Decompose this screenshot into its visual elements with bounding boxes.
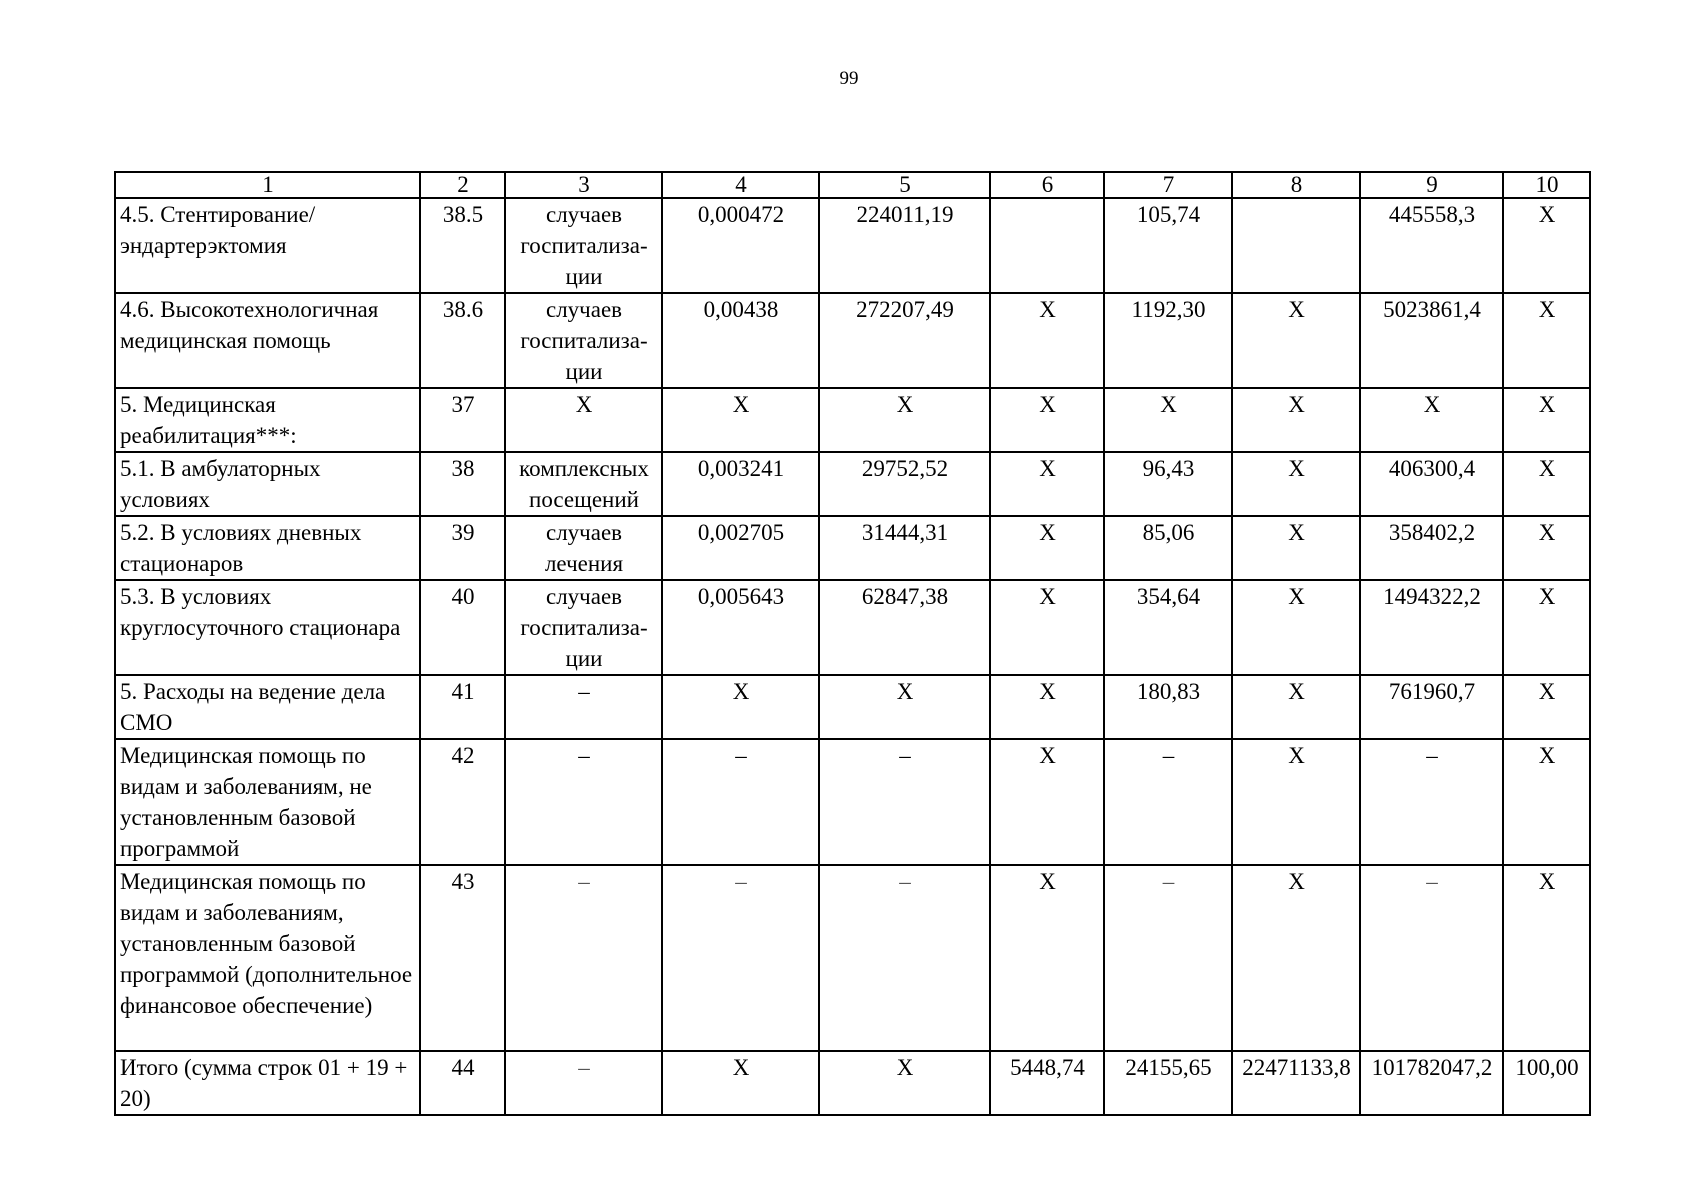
- value-cell: 100,00: [1503, 1051, 1590, 1115]
- value-cell: Х: [1232, 293, 1360, 388]
- value-cell: 5023861,4: [1360, 293, 1503, 388]
- value-cell: 272207,49: [819, 293, 990, 388]
- table-row: [115, 675, 1590, 739]
- value-cell: 1494322,2: [1360, 580, 1503, 675]
- table-row: [115, 198, 1590, 293]
- value-cell: Х: [990, 388, 1104, 452]
- line-number-cell: 42: [420, 739, 505, 865]
- value-cell: 24155,65: [1104, 1051, 1232, 1115]
- unit-cell: комплексных посещений: [505, 452, 662, 516]
- line-number-cell: 38.6: [420, 293, 505, 388]
- column-header: 3: [505, 172, 662, 198]
- column-header: 10: [1503, 172, 1590, 198]
- table-row: [115, 1051, 1590, 1115]
- value-cell: Х: [819, 388, 990, 452]
- line-number-cell: 37: [420, 388, 505, 452]
- value-cell: Х: [662, 1051, 819, 1115]
- row-name-cell: 5. Медицинская реабилитация***:: [115, 388, 420, 452]
- value-cell: Х: [990, 516, 1104, 580]
- value-cell: Х: [1503, 865, 1590, 1051]
- column-header: 8: [1232, 172, 1360, 198]
- unit-cell: случаев госпитализа- ции: [505, 580, 662, 675]
- value-cell: Х: [1503, 739, 1590, 865]
- value-cell: [1232, 198, 1360, 293]
- line-number-cell: 40: [420, 580, 505, 675]
- column-header: 5: [819, 172, 990, 198]
- value-cell: –: [662, 865, 819, 1051]
- value-cell: 1192,30: [1104, 293, 1232, 388]
- value-cell: Х: [1503, 580, 1590, 675]
- value-cell: –: [662, 739, 819, 865]
- value-cell: Х: [990, 675, 1104, 739]
- value-cell: Х: [662, 675, 819, 739]
- value-cell: 105,74: [1104, 198, 1232, 293]
- row-name-cell: 5.3. В условиях круглосуточного стационара: [115, 580, 420, 675]
- value-cell: 406300,4: [1360, 452, 1503, 516]
- row-name-cell: 5.2. В условиях дневных стационаров: [115, 516, 420, 580]
- column-header: 2: [420, 172, 505, 198]
- unit-cell: –: [505, 1051, 662, 1115]
- table-row: [115, 516, 1590, 580]
- column-header: 7: [1104, 172, 1232, 198]
- value-cell: 445558,3: [1360, 198, 1503, 293]
- line-number-cell: 38.5: [420, 198, 505, 293]
- row-name-cell: Медицинская помощь по видам и заболеваниям, не установленным базовой программой: [115, 739, 420, 865]
- column-header: 1: [115, 172, 420, 198]
- value-cell: 354,64: [1104, 580, 1232, 675]
- value-cell: 5448,74: [990, 1051, 1104, 1115]
- value-cell: Х: [662, 388, 819, 452]
- unit-cell: случаев лечения: [505, 516, 662, 580]
- row-name-cell: 4.5. Стентирование/ эндартерэктомия: [115, 198, 420, 293]
- value-cell: Х: [1232, 452, 1360, 516]
- value-cell: [990, 198, 1104, 293]
- value-cell: Х: [1503, 675, 1590, 739]
- value-cell: Х: [990, 865, 1104, 1051]
- value-cell: Х: [1503, 452, 1590, 516]
- unit-cell: –: [505, 739, 662, 865]
- value-cell: 29752,52: [819, 452, 990, 516]
- value-cell: Х: [819, 1051, 990, 1115]
- column-header: 6: [990, 172, 1104, 198]
- unit-cell: случаев госпитализа- ции: [505, 293, 662, 388]
- unit-cell: –: [505, 865, 662, 1051]
- value-cell: Х: [819, 675, 990, 739]
- value-cell: 31444,31: [819, 516, 990, 580]
- row-name-cell: 5.1. В амбулаторных условиях: [115, 452, 420, 516]
- line-number-cell: 38: [420, 452, 505, 516]
- value-cell: 0,002705: [662, 516, 819, 580]
- financing-table: [114, 171, 1591, 1116]
- row-name-cell: Медицинская помощь по видам и заболеваниям, установленным базовой программой (дополнительное финансовое обеспечение): [115, 865, 420, 1051]
- value-cell: 0,00438: [662, 293, 819, 388]
- value-cell: 0,003241: [662, 452, 819, 516]
- table-row: [115, 293, 1590, 388]
- value-cell: –: [1360, 739, 1503, 865]
- value-cell: –: [1360, 865, 1503, 1051]
- value-cell: Х: [1503, 516, 1590, 580]
- value-cell: Х: [990, 293, 1104, 388]
- column-number-row: [115, 172, 1590, 198]
- unit-cell: –: [505, 675, 662, 739]
- row-name-cell: 5. Расходы на ведение дела СМО: [115, 675, 420, 739]
- value-cell: Х: [1503, 198, 1590, 293]
- value-cell: 62847,38: [819, 580, 990, 675]
- table-row: [115, 739, 1590, 865]
- line-number-cell: 44: [420, 1051, 505, 1115]
- value-cell: Х: [1232, 516, 1360, 580]
- line-number-cell: 41: [420, 675, 505, 739]
- value-cell: –: [819, 865, 990, 1051]
- line-number-cell: 43: [420, 865, 505, 1051]
- value-cell: 180,83: [1104, 675, 1232, 739]
- value-cell: Х: [990, 739, 1104, 865]
- value-cell: 0,005643: [662, 580, 819, 675]
- line-number-cell: 39: [420, 516, 505, 580]
- page-number: 99: [839, 68, 859, 89]
- value-cell: Х: [1232, 675, 1360, 739]
- column-header: 9: [1360, 172, 1503, 198]
- value-cell: Х: [1232, 739, 1360, 865]
- value-cell: 761960,7: [1360, 675, 1503, 739]
- value-cell: –: [1104, 739, 1232, 865]
- value-cell: Х: [990, 452, 1104, 516]
- value-cell: 22471133,8: [1232, 1051, 1360, 1115]
- value-cell: 358402,2: [1360, 516, 1503, 580]
- value-cell: Х: [1503, 388, 1590, 452]
- row-name-cell: Итого (сумма строк 01 + 19 + 20): [115, 1051, 420, 1115]
- value-cell: Х: [990, 580, 1104, 675]
- value-cell: Х: [1104, 388, 1232, 452]
- value-cell: Х: [1232, 865, 1360, 1051]
- value-cell: Х: [1360, 388, 1503, 452]
- value-cell: –: [819, 739, 990, 865]
- unit-cell: Х: [505, 388, 662, 452]
- value-cell: 85,06: [1104, 516, 1232, 580]
- table-row: [115, 865, 1590, 1051]
- value-cell: Х: [1503, 293, 1590, 388]
- value-cell: 224011,19: [819, 198, 990, 293]
- table-row: [115, 580, 1590, 675]
- value-cell: 101782047,2: [1360, 1051, 1503, 1115]
- value-cell: Х: [1232, 580, 1360, 675]
- row-name-cell: 4.6. Высокотехнологичная медицинская помощь: [115, 293, 420, 388]
- unit-cell: случаев госпитализа- ции: [505, 198, 662, 293]
- value-cell: 0,000472: [662, 198, 819, 293]
- table-row: [115, 452, 1590, 516]
- table-row: [115, 388, 1590, 452]
- value-cell: Х: [1232, 388, 1360, 452]
- value-cell: 96,43: [1104, 452, 1232, 516]
- column-header: 4: [662, 172, 819, 198]
- value-cell: –: [1104, 865, 1232, 1051]
